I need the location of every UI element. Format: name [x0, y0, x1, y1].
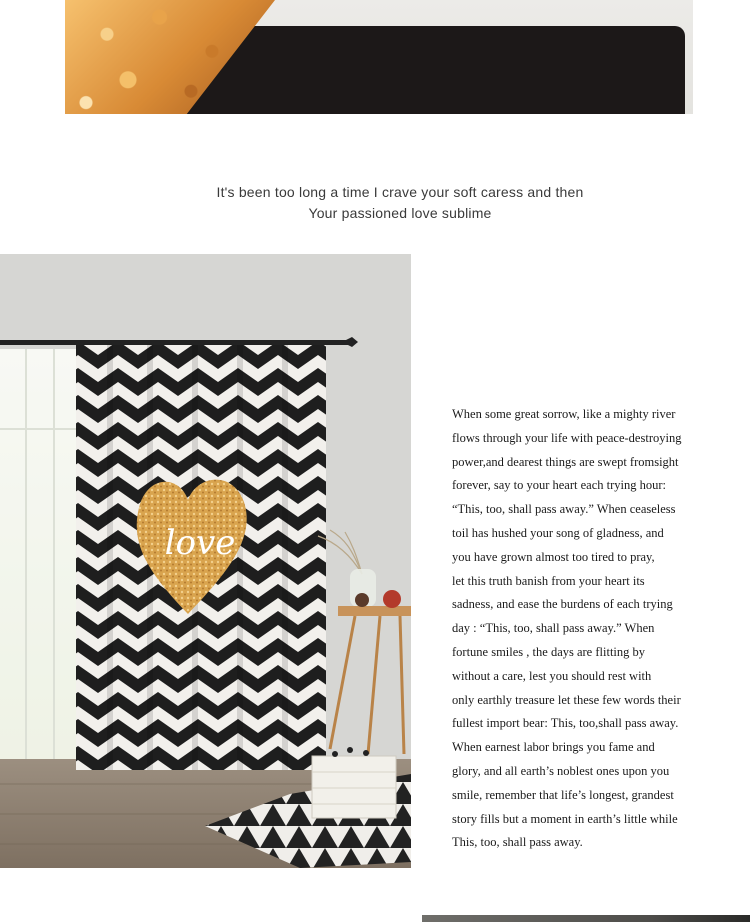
tagline-line-1: It's been too long a time I crave your soft caress and then	[216, 184, 584, 200]
room-scene-illustration	[0, 254, 411, 868]
poem-line: smile, remember that life’s longest, grandest	[452, 787, 674, 802]
poem-text	[452, 403, 712, 855]
tagline-line-2: Your passioned love sublime	[308, 205, 492, 221]
dark-fabric-panel	[185, 26, 685, 114]
poem-line: day : “This, too, shall pass away.” When	[452, 621, 655, 636]
poem-line: flows through your life with peace-destroying	[452, 430, 682, 445]
poem-line: only earthly treasure let these few words their	[452, 692, 681, 707]
poem-line: This, too, shall pass away.	[452, 835, 583, 850]
poem-line: fullest import bear: This, too,shall pass away.	[452, 716, 679, 731]
poem-line: When earnest labor brings you fame and	[452, 740, 655, 755]
bottom-product-photo	[422, 915, 750, 922]
poem-line: story fills but a moment in earth’s little while	[452, 811, 678, 826]
poem-line: fortune smiles , the days are flitting by	[452, 644, 646, 659]
poem-line: “This, too, shall pass away.” When ceaseless	[452, 502, 676, 517]
poem-line: glory, and all earth’s noblest ones upon you	[452, 763, 670, 778]
tagline	[0, 182, 750, 224]
poem-line: When some great sorrow, like a mighty river	[452, 407, 676, 421]
poem-line: you have grown almost too tired to pray,	[452, 549, 655, 564]
top-product-photo	[65, 0, 693, 114]
heart-love-text: love	[164, 523, 236, 563]
poem-line: forever, say to your heart each trying hour:	[452, 478, 667, 493]
poem-line: power,and dearest things are swept fromsight	[452, 454, 679, 469]
poem-line: toil has hushed your song of gladness, and	[452, 525, 664, 540]
poem-line: without a care, lest you should rest with	[452, 668, 652, 683]
poem-line: let this truth banish from your heart its	[452, 573, 645, 588]
room-curtain-photo	[0, 254, 411, 868]
poem-line: sadness, and ease the burdens of each trying	[452, 597, 673, 612]
